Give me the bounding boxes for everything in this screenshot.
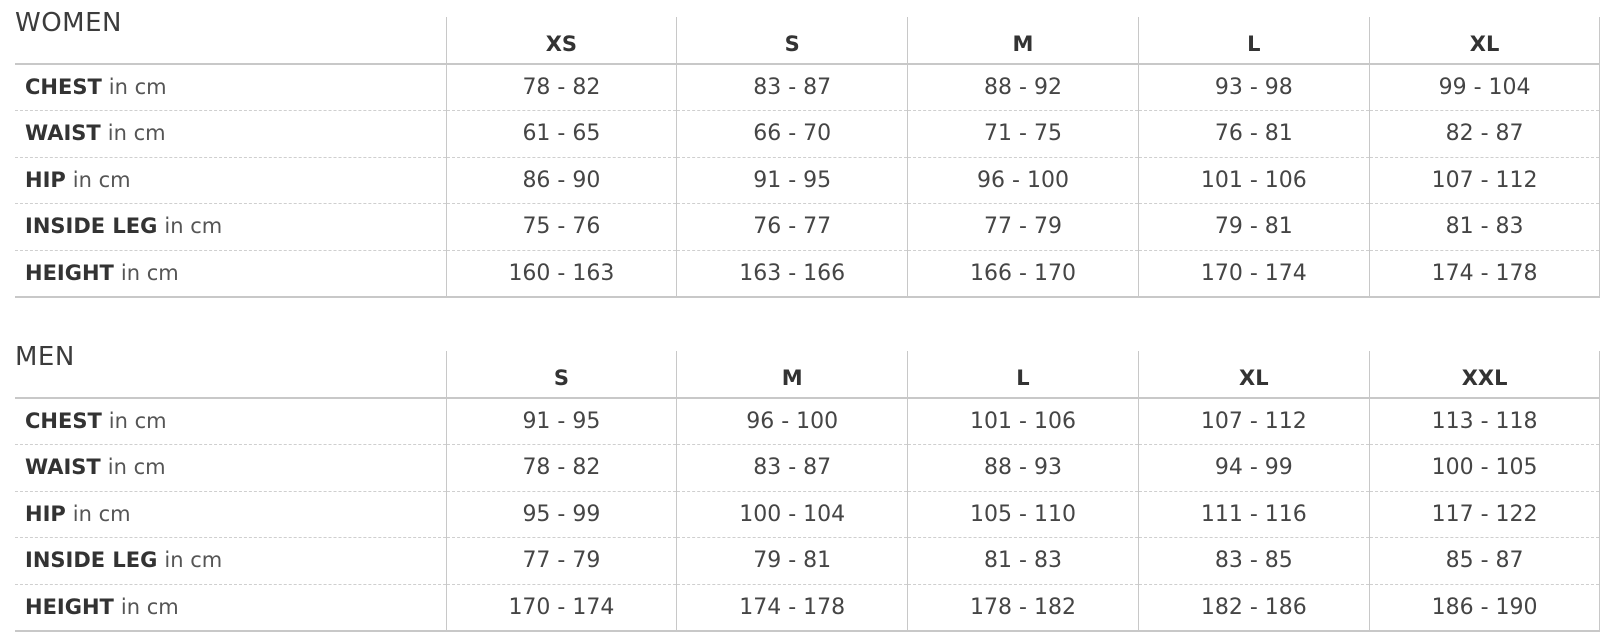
table-cell: 78 - 82: [446, 64, 677, 111]
women-size-header: M: [908, 17, 1139, 64]
measure-unit: in cm: [120, 260, 179, 285]
table-cell: 81 - 83: [908, 538, 1139, 585]
table-cell: 96 - 100: [908, 157, 1139, 204]
table-cell: 100 - 105: [1369, 445, 1600, 492]
table-cell: 174 - 178: [677, 584, 908, 631]
table-cell: 96 - 100: [677, 398, 908, 445]
table-cell: 88 - 93: [908, 445, 1139, 492]
table-cell: 71 - 75: [908, 111, 1139, 158]
table-cell: 174 - 178: [1369, 250, 1600, 297]
table-cell: 182 - 186: [1138, 584, 1369, 631]
women-row-hip: [15, 157, 1600, 204]
table-cell: 83 - 87: [677, 445, 908, 492]
measure-unit: in cm: [107, 121, 166, 146]
measure-name: HEIGHT: [25, 260, 114, 285]
measure-name: INSIDE LEG: [25, 214, 158, 239]
measure-unit: in cm: [72, 167, 131, 192]
row-label: [15, 491, 446, 538]
women-size-header: S: [677, 17, 908, 64]
measure-unit: in cm: [120, 594, 179, 619]
table-cell: 66 - 70: [677, 111, 908, 158]
row-label: [15, 584, 446, 631]
table-cell: 82 - 87: [1369, 111, 1600, 158]
men-size-table: [15, 351, 1600, 632]
table-cell: 85 - 87: [1369, 538, 1600, 585]
women-size-header: XS: [446, 17, 677, 64]
row-label: [15, 538, 446, 585]
table-cell: 178 - 182: [908, 584, 1139, 631]
row-label: [15, 250, 446, 297]
row-label: [15, 445, 446, 492]
table-cell: 75 - 76: [446, 204, 677, 251]
women-header-blank: [15, 17, 446, 64]
measure-name: INSIDE LEG: [25, 548, 158, 573]
table-cell: 99 - 104: [1369, 64, 1600, 111]
measure-name: CHEST: [25, 75, 102, 99]
table-cell: 61 - 65: [446, 111, 677, 158]
table-cell: 107 - 112: [1369, 157, 1600, 204]
men-size-header: L: [908, 351, 1139, 398]
row-label: [15, 398, 446, 445]
women-row-waist: [15, 111, 1600, 158]
measure-name: CHEST: [25, 409, 102, 433]
table-cell: 77 - 79: [446, 538, 677, 585]
table-cell: 83 - 87: [677, 64, 908, 111]
women-row-chest: [15, 64, 1600, 111]
women-section-title: WOMEN: [15, 8, 122, 38]
table-cell: 95 - 99: [446, 491, 677, 538]
men-row-height: [15, 584, 1600, 631]
women-row-height: [15, 250, 1600, 297]
measure-name: HIP: [25, 501, 66, 526]
women-header-row: [15, 17, 1600, 64]
table-cell: 170 - 174: [446, 584, 677, 631]
measure-unit: in cm: [108, 75, 167, 99]
table-cell: 91 - 95: [446, 398, 677, 445]
table-cell: 111 - 116: [1138, 491, 1369, 538]
table-cell: 166 - 170: [908, 250, 1139, 297]
measure-name: HEIGHT: [25, 594, 114, 619]
table-cell: 113 - 118: [1369, 398, 1600, 445]
table-cell: 94 - 99: [1138, 445, 1369, 492]
table-cell: 170 - 174: [1138, 250, 1369, 297]
table-cell: 76 - 77: [677, 204, 908, 251]
table-cell: 78 - 82: [446, 445, 677, 492]
table-cell: 76 - 81: [1138, 111, 1369, 158]
measure-name: WAIST: [25, 121, 101, 146]
men-size-header: XL: [1138, 351, 1369, 398]
measure-unit: in cm: [108, 409, 167, 433]
measure-unit: in cm: [164, 548, 223, 573]
women-size-table: [15, 17, 1600, 298]
table-cell: 79 - 81: [1138, 204, 1369, 251]
women-size-header: XL: [1369, 17, 1600, 64]
measure-name: HIP: [25, 167, 66, 192]
row-label: [15, 111, 446, 158]
men-header-row: [15, 351, 1600, 398]
table-cell: 101 - 106: [1138, 157, 1369, 204]
men-section-title: MEN: [15, 342, 75, 372]
table-cell: 93 - 98: [1138, 64, 1369, 111]
measure-name: WAIST: [25, 455, 101, 480]
table-cell: 81 - 83: [1369, 204, 1600, 251]
row-label: [15, 64, 446, 111]
table-cell: 107 - 112: [1138, 398, 1369, 445]
row-label: [15, 204, 446, 251]
men-size-header: XXL: [1369, 351, 1600, 398]
table-cell: 88 - 92: [908, 64, 1139, 111]
table-cell: 77 - 79: [908, 204, 1139, 251]
table-cell: 186 - 190: [1369, 584, 1600, 631]
measure-unit: in cm: [107, 455, 166, 480]
table-cell: 117 - 122: [1369, 491, 1600, 538]
men-row-inside-leg: [15, 538, 1600, 585]
men-size-header: M: [677, 351, 908, 398]
table-cell: 91 - 95: [677, 157, 908, 204]
men-row-chest: [15, 398, 1600, 445]
row-label: [15, 157, 446, 204]
table-cell: 83 - 85: [1138, 538, 1369, 585]
women-size-header: L: [1138, 17, 1369, 64]
men-row-hip: [15, 491, 1600, 538]
men-header-blank: [15, 351, 446, 398]
table-cell: 160 - 163: [446, 250, 677, 297]
table-cell: 79 - 81: [677, 538, 908, 585]
table-cell: 100 - 104: [677, 491, 908, 538]
measure-unit: in cm: [164, 214, 223, 239]
table-cell: 163 - 166: [677, 250, 908, 297]
measure-unit: in cm: [72, 501, 131, 526]
table-cell: 101 - 106: [908, 398, 1139, 445]
men-row-waist: [15, 445, 1600, 492]
men-size-header: S: [446, 351, 677, 398]
table-cell: 86 - 90: [446, 157, 677, 204]
women-row-inside-leg: [15, 204, 1600, 251]
table-cell: 105 - 110: [908, 491, 1139, 538]
